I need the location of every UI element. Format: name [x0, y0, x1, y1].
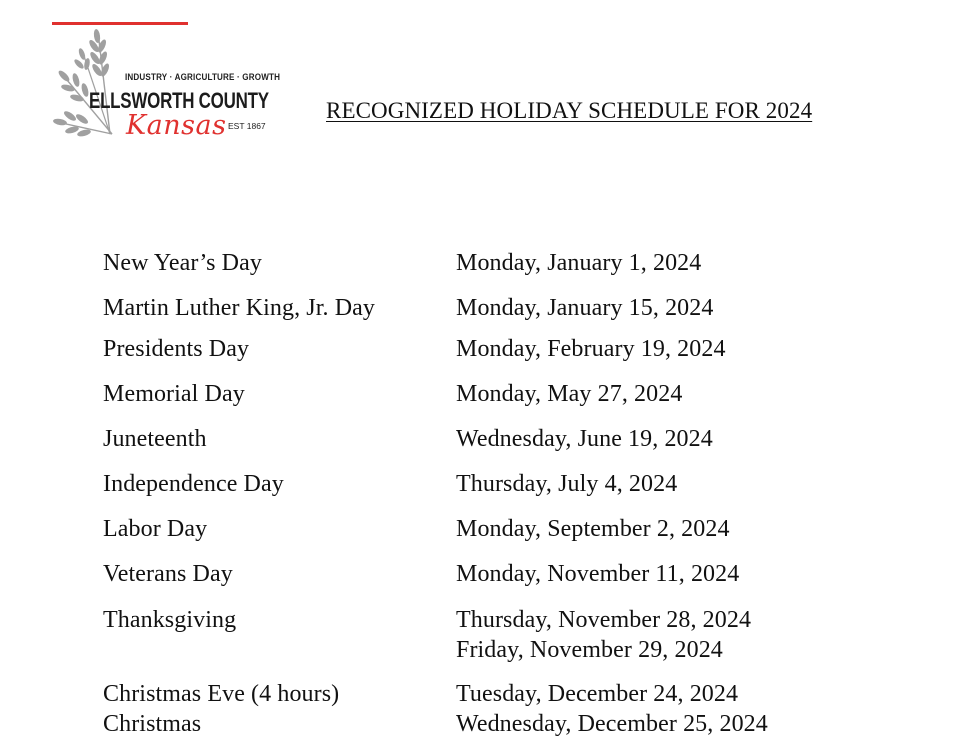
holiday-date: Monday, January 15, 2024: [456, 295, 714, 321]
holiday-name: Veterans Day: [103, 561, 233, 587]
holiday-name: Labor Day: [103, 516, 208, 542]
holiday-date: Thursday, November 28, 2024: [456, 607, 752, 633]
holiday-name: Presidents Day: [103, 336, 250, 362]
holiday-date: Tuesday, December 24, 2024: [456, 681, 739, 707]
holiday-date-second: Friday, November 29, 2024: [456, 637, 723, 663]
holiday-name: Christmas: [103, 711, 202, 737]
holiday-name: Thanksgiving: [103, 607, 237, 633]
holiday-date: Wednesday, December 25, 2024: [456, 711, 768, 737]
holiday-name: Christmas Eve (4 hours): [103, 681, 340, 707]
logo-red-rule: [52, 22, 188, 25]
logo-county-name: ELLSWORTH COUNTY: [89, 88, 269, 113]
page-title: RECOGNIZED HOLIDAY SCHEDULE FOR 2024: [326, 98, 813, 123]
holiday-date: Monday, February 19, 2024: [456, 336, 726, 362]
holiday-date: Monday, November 11, 2024: [456, 561, 740, 587]
holiday-name: Memorial Day: [103, 381, 245, 407]
holiday-date: Monday, September 2, 2024: [456, 516, 730, 542]
holiday-name: Martin Luther King, Jr. Day: [103, 295, 375, 321]
logo-state-script: Kansas: [126, 110, 227, 141]
holiday-date: Monday, January 1, 2024: [456, 250, 702, 276]
logo-established: EST 1867: [228, 121, 266, 131]
logo-tagline: INDUSTRY · AGRICULTURE · GROWTH: [125, 72, 281, 83]
holiday-name: New Year’s Day: [103, 250, 262, 276]
holiday-name: Juneteenth: [103, 426, 207, 452]
holiday-name: Independence Day: [103, 471, 284, 497]
holiday-date: Wednesday, June 19, 2024: [456, 426, 713, 452]
holiday-date: Thursday, July 4, 2024: [456, 471, 678, 497]
county-logo: [52, 22, 281, 157]
holiday-date: Monday, May 27, 2024: [456, 381, 683, 407]
